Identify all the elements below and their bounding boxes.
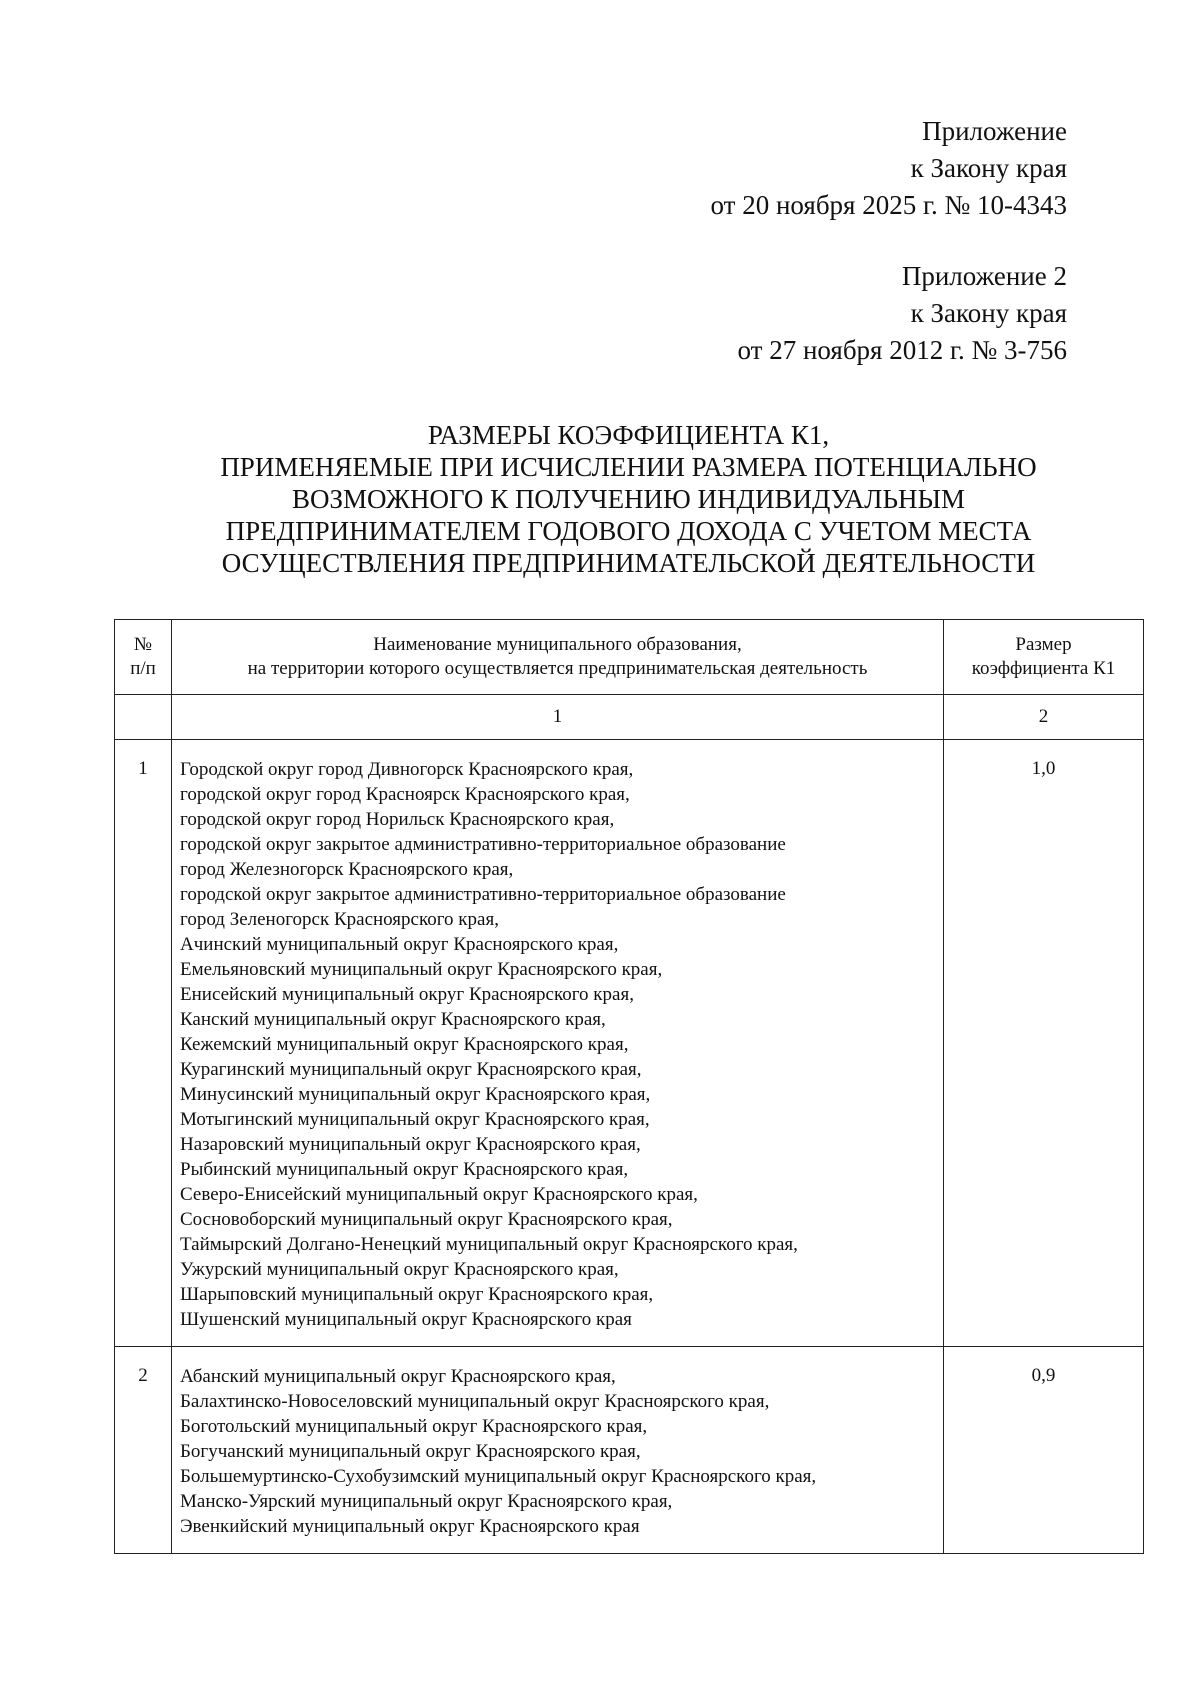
table-row [115, 1347, 1144, 1554]
header-line: Приложение [922, 116, 1067, 146]
municipality-line: городской округ закрытое административно-территориальное образование [180, 834, 786, 855]
municipality-line: Канский муниципальный округ Красноярского края, [180, 1009, 606, 1030]
header-number: № п/п [115, 620, 172, 695]
coefficient-value: 1,0 [944, 740, 1144, 1347]
header-line: Приложение 2 [901, 261, 1067, 291]
index-cell: 2 [944, 695, 1144, 740]
row-number: 1 [115, 740, 172, 1347]
municipality-line: Мотыгинский муниципальный округ Красноярского края, [180, 1109, 650, 1130]
title-line: ВОЗМОЖНОГО К ПОЛУЧЕНИЮ ИНДИВИДУАЛЬНЫМ [291, 484, 966, 514]
coefficient-table [114, 619, 1144, 1554]
header-line: к Закону края [910, 153, 1067, 183]
title-line: ПРЕДПРИНИМАТЕЛЕМ ГОДОВОГО ДОХОДА С УЧЕТОМ МЕСТА [225, 516, 1032, 546]
row-number: 2 [115, 1347, 172, 1554]
coefficient-value: 0,9 [944, 1347, 1144, 1554]
header-line: от 27 ноября 2012 г. № 3-756 [737, 335, 1067, 365]
municipality-line: Манско-Уярский муниципальный округ Красноярского края, [180, 1491, 673, 1512]
municipality-line: Енисейский муниципальный округ Красноярского края, [180, 984, 634, 1005]
municipality-list [172, 740, 944, 1347]
municipality-line: город Зеленогорск Красноярского края, [180, 909, 499, 930]
municipality-line: Ачинский муниципальный округ Красноярского края, [180, 934, 619, 955]
municipality-line: Балахтинско-Новоселовский муниципальный округ Красноярского края, [180, 1391, 770, 1412]
municipality-line: Боготольский муниципальный округ Красноярского края, [180, 1416, 648, 1437]
municipality-line: Шарыповский муниципальный округ Красноярского края, [180, 1284, 654, 1305]
municipality-line: Курагинский муниципальный округ Красноярского края, [180, 1059, 642, 1080]
municipality-line: Емельяновский муниципальный округ Красноярского края, [180, 959, 663, 980]
title-line: ПРИМЕНЯЕМЫЕ ПРИ ИСЧИСЛЕНИИ РАЗМЕРА ПОТЕНЦИАЛЬНО [220, 452, 1037, 482]
index-cell [115, 695, 172, 740]
header-line: к Закону края [910, 298, 1067, 328]
municipality-line: Минусинский муниципальный округ Красноярского края, [180, 1084, 651, 1105]
title-line: РАЗМЕРЫ КОЭФФИЦИЕНТА К1, [427, 420, 830, 450]
municipality-line: город Железногорск Красноярского края, [180, 859, 514, 880]
municipality-line: Богучанский муниципальный округ Красноярского края, [180, 1441, 641, 1462]
municipality-line: городской округ город Красноярск Красноярского края, [180, 784, 630, 805]
header-coefficient: Размер коэффициента К1 [944, 620, 1144, 695]
header-line: от 20 ноября 2025 г. № 10-4343 [710, 190, 1067, 220]
column-index-row [115, 695, 1144, 740]
table-header-row [115, 620, 1144, 695]
municipality-line: Большемуртинско-Сухобузимский муниципальный округ Красноярского края, [180, 1466, 817, 1487]
municipality-line: Сосновоборский муниципальный округ Красноярского края, [180, 1209, 673, 1230]
municipality-line: Абанский муниципальный округ Красноярского края, [180, 1366, 616, 1387]
municipality-line: Шушенский муниципальный округ Красноярского края [180, 1309, 632, 1330]
municipality-line: городской округ город Норильск Красноярского края, [180, 809, 615, 830]
municipality-line: Кежемский муниципальный округ Красноярского края, [180, 1034, 629, 1055]
table-row [115, 740, 1144, 1347]
municipality-line: Эвенкийский муниципальный округ Красноярского края [180, 1516, 640, 1537]
appendix-header-original [738, 258, 1067, 369]
header-municipality-name: Наименование муниципального образования, на территории которого осуществляется предпринимательская деятельность [172, 620, 944, 695]
municipality-line: Северо-Енисейский муниципальный округ Красноярского края, [180, 1184, 698, 1205]
document-title [114, 419, 1143, 579]
municipality-line: городской округ закрытое административно-территориальное образование [180, 884, 786, 905]
appendix-header-current [711, 113, 1067, 224]
municipality-line: Городской округ город Дивногорск Красноярского края, [180, 759, 634, 780]
municipality-line: Рыбинский муниципальный округ Красноярского края, [180, 1159, 629, 1180]
municipality-line: Таймырский Долгано-Ненецкий муниципальный округ Красноярского края, [180, 1234, 798, 1255]
index-cell: 1 [172, 695, 944, 740]
municipality-list [172, 1347, 944, 1554]
title-line: ОСУЩЕСТВЛЕНИЯ ПРЕДПРИНИМАТЕЛЬСКОЙ ДЕЯТЕЛЬНОСТИ [221, 548, 1036, 578]
municipality-line: Ужурский муниципальный округ Красноярского края, [180, 1259, 619, 1280]
municipality-line: Назаровский муниципальный округ Красноярского края, [180, 1134, 641, 1155]
